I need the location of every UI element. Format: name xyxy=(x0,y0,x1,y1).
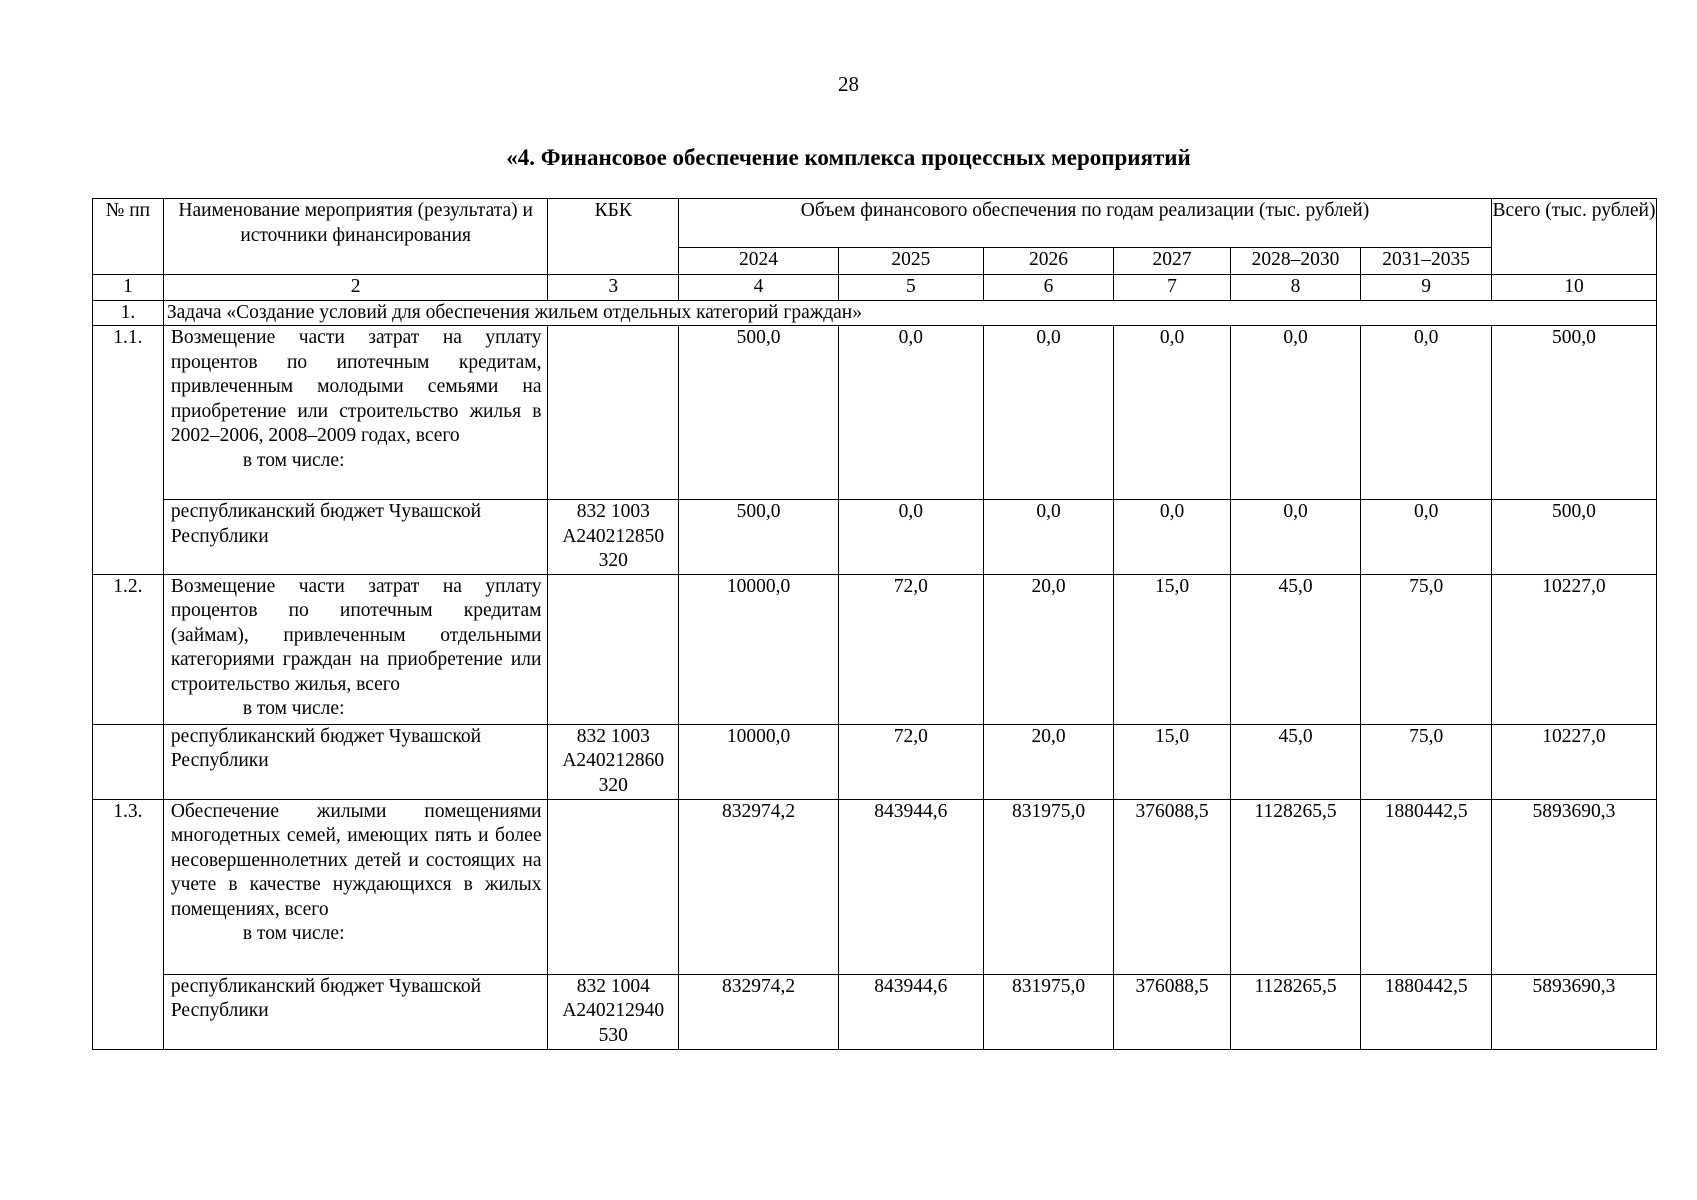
table-row xyxy=(93,326,1657,500)
header-num: № пп xyxy=(93,199,164,275)
row-value: 0,0 xyxy=(1361,326,1492,500)
source-value: 0,0 xyxy=(838,500,983,575)
source-value: 15,0 xyxy=(1114,724,1230,799)
page-title: «4. Финансовое обеспечение комплекса процессных мероприятий xyxy=(506,145,1191,170)
task-row xyxy=(93,300,1657,326)
header-year: 2031–2035 xyxy=(1361,248,1492,275)
row-num-empty xyxy=(93,500,164,575)
task-num: 1. xyxy=(93,300,164,326)
header-kbk: КБК xyxy=(548,199,679,275)
row-num: 1.2. xyxy=(93,574,164,724)
row-name-text: Возмещение части затрат на уплату процентов по ипотечным кредитам (займам), привлеченным отдельными категориями граждан на приобретение или строительство жилья, всего xyxy=(170,575,542,695)
finance-table xyxy=(92,198,1657,1050)
col-number: 4 xyxy=(679,275,839,301)
source-name: республиканский бюджет Чувашской Республики xyxy=(163,500,548,575)
table-row xyxy=(93,974,1657,1049)
row-kbk xyxy=(548,326,679,500)
row-total: 5893690,3 xyxy=(1491,799,1656,974)
row-value: 0,0 xyxy=(1114,326,1230,500)
row-num-empty xyxy=(93,974,164,1049)
source-value: 0,0 xyxy=(1230,500,1361,575)
source-value: 1880442,5 xyxy=(1361,974,1492,1049)
row-num-empty xyxy=(93,724,164,799)
col-number: 8 xyxy=(1230,275,1361,301)
row-value: 0,0 xyxy=(983,326,1114,500)
row-value: 1880442,5 xyxy=(1361,799,1492,974)
source-value: 72,0 xyxy=(838,724,983,799)
row-value: 75,0 xyxy=(1361,574,1492,724)
source-total: 10227,0 xyxy=(1491,724,1656,799)
col-number: 7 xyxy=(1114,275,1230,301)
source-kbk: 832 1004 А240212940 530 xyxy=(548,974,679,1049)
row-num: 1.1. xyxy=(93,326,164,500)
header-year: 2027 xyxy=(1114,248,1230,275)
row-value: 376088,5 xyxy=(1114,799,1230,974)
source-value: 1128265,5 xyxy=(1230,974,1361,1049)
header-year: 2024 xyxy=(679,248,839,275)
row-value: 45,0 xyxy=(1230,574,1361,724)
table-row xyxy=(93,724,1657,799)
row-value: 20,0 xyxy=(983,574,1114,724)
table-row xyxy=(93,500,1657,575)
table-row xyxy=(93,799,1657,974)
source-value: 20,0 xyxy=(983,724,1114,799)
row-total: 10227,0 xyxy=(1491,574,1656,724)
source-value: 832974,2 xyxy=(679,974,839,1049)
row-value: 72,0 xyxy=(838,574,983,724)
source-value: 0,0 xyxy=(983,500,1114,575)
row-value: 843944,6 xyxy=(838,799,983,974)
row-name xyxy=(163,799,548,974)
row-value: 0,0 xyxy=(1230,326,1361,500)
col-number: 10 xyxy=(1491,275,1656,301)
source-value: 10000,0 xyxy=(679,724,839,799)
row-name xyxy=(163,574,548,724)
source-kbk: 832 1003 А240212850 320 xyxy=(548,500,679,575)
source-value: 843944,6 xyxy=(838,974,983,1049)
task-text: Задача «Создание условий для обеспечения жильем отдельных категорий граждан» xyxy=(163,300,1656,326)
row-value: 500,0 xyxy=(679,326,839,500)
header-name: Наименование мероприятия (результата) и источники финансирования xyxy=(163,199,548,275)
source-name: республиканский бюджет Чувашской Республики xyxy=(163,974,548,1049)
source-value: 500,0 xyxy=(679,500,839,575)
row-name-text: Обеспечение жилыми помещениями многодетных семей, имеющих пять и более несовершеннолетних детей и состоящих на учете в качестве нуждающихся в жилых помещениях, всего xyxy=(170,800,542,920)
row-num: 1.3. xyxy=(93,799,164,974)
row-name-text: Возмещение части затрат на уплату процентов по ипотечным кредитам, привлеченным молодыми семьями на приобретение или строительство жилья в 2002–2006, 2008–2009 годах, всего xyxy=(170,327,542,446)
row-sub-label: в том числе: xyxy=(242,698,345,719)
col-number: 2 xyxy=(163,275,548,301)
col-number: 9 xyxy=(1361,275,1492,301)
row-sub-label: в том числе: xyxy=(242,449,345,471)
page-number: 28 xyxy=(838,72,859,96)
source-value: 45,0 xyxy=(1230,724,1361,799)
source-value: 0,0 xyxy=(1361,500,1492,575)
row-total: 500,0 xyxy=(1491,326,1656,500)
source-kbk: 832 1003 А240212860 320 xyxy=(548,724,679,799)
header-year: 2028–2030 xyxy=(1230,248,1361,275)
row-sub-label: в том числе: xyxy=(242,923,345,944)
col-number: 6 xyxy=(983,275,1114,301)
source-total: 500,0 xyxy=(1491,500,1656,575)
row-value: 831975,0 xyxy=(983,799,1114,974)
table-row xyxy=(93,574,1657,724)
row-kbk xyxy=(548,799,679,974)
col-number: 3 xyxy=(548,275,679,301)
row-value: 15,0 xyxy=(1114,574,1230,724)
col-number: 1 xyxy=(93,275,164,301)
row-kbk xyxy=(548,574,679,724)
source-name: республиканский бюджет Чувашской Республики xyxy=(163,724,548,799)
source-value: 75,0 xyxy=(1361,724,1492,799)
row-name xyxy=(163,326,548,500)
source-value: 0,0 xyxy=(1114,500,1230,575)
header-total: Всего (тыс. рублей) xyxy=(1491,199,1656,275)
header-year: 2025 xyxy=(838,248,983,275)
header-volume: Объем финансового обеспечения по годам реализации (тыс. рублей) xyxy=(679,199,1492,248)
source-total: 5893690,3 xyxy=(1491,974,1656,1049)
row-value: 1128265,5 xyxy=(1230,799,1361,974)
row-value: 10000,0 xyxy=(679,574,839,724)
col-number: 5 xyxy=(838,275,983,301)
row-value: 832974,2 xyxy=(679,799,839,974)
row-value: 0,0 xyxy=(838,326,983,500)
header-year: 2026 xyxy=(983,248,1114,275)
source-value: 376088,5 xyxy=(1114,974,1230,1049)
source-value: 831975,0 xyxy=(983,974,1114,1049)
